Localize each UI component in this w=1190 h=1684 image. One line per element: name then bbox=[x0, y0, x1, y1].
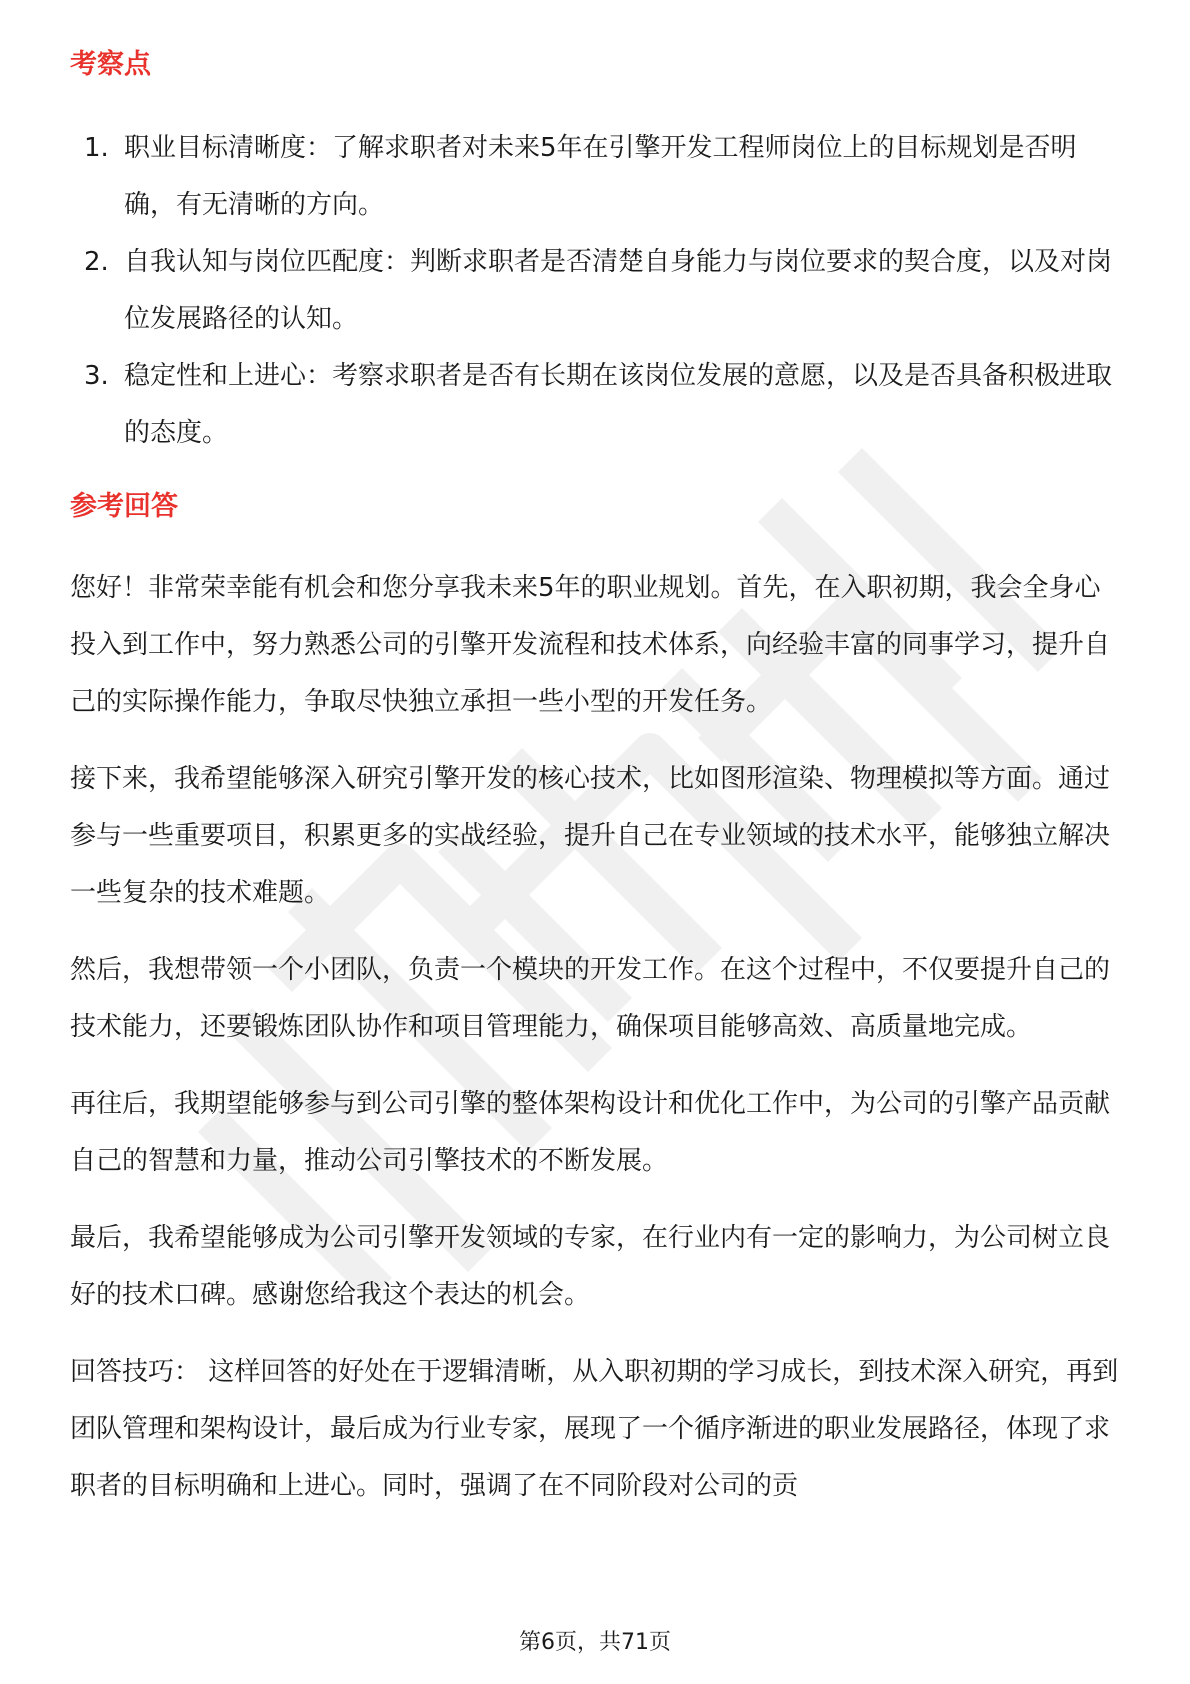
answer-paragraph: 您好！非常荣幸能有机会和您分享我未来5年的职业规划。首先，在入职初期，我会全身心投入到工作中，努力熟悉公司的引擎开发流程和技术体系，向经验丰富的同事学习，提升自己的实际操作能力，争取尽快独立承担一些小型的开发任务。 bbox=[70, 573, 1111, 717]
list-item bbox=[70, 348, 1120, 462]
list-item-number: 1. bbox=[84, 133, 109, 163]
answer-body bbox=[70, 560, 1120, 1515]
answer-tips-paragraph: 回答技巧： 这样回答的好处在于逻辑清晰，从入职初期的学习成长，到技术深入研究，再到团队管理和架构设计，最后成为行业专家，展现了一个循序渐进的职业发展路径，体现了求职者的目标明确和上进心。同时，强调了在不同阶段对公司的贡 bbox=[70, 1357, 1119, 1501]
section-title-key-points: 考察点 bbox=[70, 49, 151, 80]
list-item bbox=[70, 234, 1120, 348]
list-item-number: 2. bbox=[84, 247, 109, 277]
answer-paragraph: 再往后，我期望能够参与到公司引擎的整体架构设计和优化工作中，为公司的引擎产品贡献自己的智慧和力量，推动公司引擎技术的不断发展。 bbox=[70, 1089, 1111, 1176]
key-points-list bbox=[70, 120, 1120, 462]
list-item-text: 稳定性和上进心：考察求职者是否有长期在该岗位发展的意愿，以及是否具备积极进取的态度。 bbox=[124, 361, 1113, 448]
page-number-footer: 第6页，共71页 bbox=[519, 1630, 671, 1655]
list-item-text: 职业目标清晰度：了解求职者对未来5年在引擎开发工程师岗位上的目标规划是否明确，有无清晰的方向。 bbox=[124, 133, 1077, 220]
content-area bbox=[70, 40, 1120, 1515]
answer-paragraph: 接下来，我希望能够深入研究引擎开发的核心技术，比如图形渲染、物理模拟等方面。通过参与一些重要项目，积累更多的实战经验，提升自己在专业领域的技术水平，能够独立解决一些复杂的技术难题。 bbox=[70, 764, 1111, 908]
list-item-text: 自我认知与岗位匹配度：判断求职者是否清楚自身能力与岗位要求的契合度，以及对岗位发展路径的认知。 bbox=[124, 247, 1113, 334]
section-title-reference-answer: 参考回答 bbox=[70, 491, 178, 522]
answer-paragraph: 然后，我想带领一个小团队，负责一个模块的开发工作。在这个过程中，不仅要提升自己的技术能力，还要锻炼团队协作和项目管理能力，确保项目能够高效、高质量地完成。 bbox=[70, 955, 1111, 1042]
list-item bbox=[70, 120, 1120, 234]
list-item-number: 3. bbox=[84, 361, 109, 391]
answer-paragraph: 最后，我希望能够成为公司引擎开发领域的专家，在行业内有一定的影响力，为公司树立良好的技术口碑。感谢您给我这个表达的机会。 bbox=[70, 1223, 1111, 1310]
